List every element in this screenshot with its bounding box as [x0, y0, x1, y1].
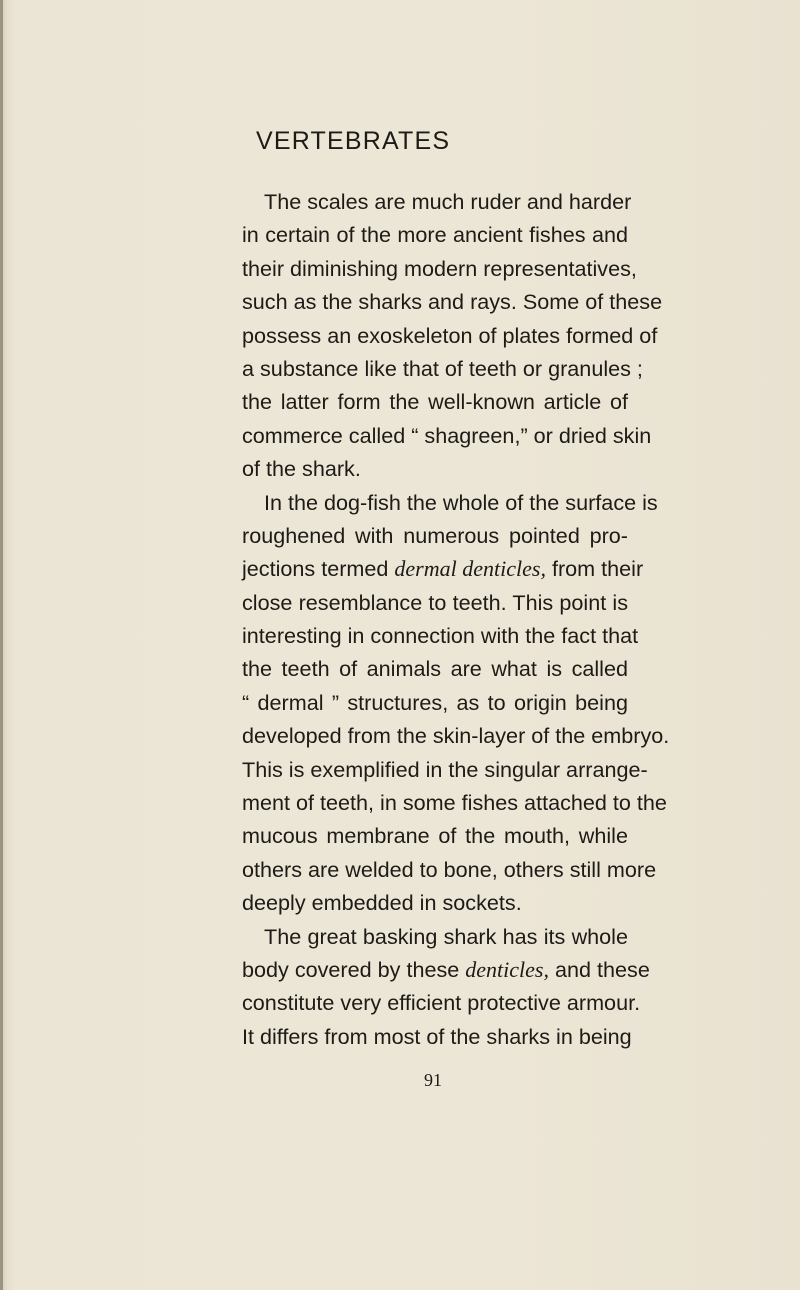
text-run: mucous membrane of the mouth, while: [242, 823, 628, 849]
text-run: It differs from most of the sharks in being: [242, 1023, 632, 1049]
text-run: developed from the skin-layer of the embryo.: [242, 723, 670, 749]
text-run: from their: [545, 556, 644, 582]
body-text: [242, 185, 670, 1053]
text-line: [242, 853, 657, 886]
page-gutter-edge: [0, 0, 3, 1290]
text-run: others are welded to bone, others still more: [242, 856, 657, 882]
text-run: jections termed: [242, 556, 395, 582]
text-line: [242, 519, 628, 552]
text-line: [242, 486, 658, 519]
paragraph: [242, 185, 663, 486]
text-run: roughened with numerous pointed pro-: [242, 522, 628, 548]
text-line: [242, 886, 628, 919]
text-run: commerce called “ shagreen,” or dried skin: [242, 422, 652, 448]
text-run: body covered by these: [242, 956, 466, 982]
text-line: [242, 185, 632, 218]
text-run: The scales are much ruder and harder: [264, 189, 632, 214]
text-line: [242, 753, 648, 786]
text-line: [242, 319, 658, 352]
text-run: The great basking shark has its whole: [264, 923, 628, 949]
text-run: ment of teeth, in some fishes attached to the: [242, 790, 667, 816]
text-line: [242, 385, 628, 418]
text-run: deeply embedded in sockets.: [242, 890, 522, 916]
italic-term: denticles,: [465, 956, 549, 982]
paragraph: [242, 920, 650, 1054]
text-run: possess an exoskeleton of plates formed of: [242, 322, 658, 348]
page-number: 91: [424, 1070, 442, 1090]
text-run: This is exemplified in the singular arrange-: [242, 756, 648, 782]
text-run: close resemblance to teeth. This point is: [242, 589, 628, 615]
text-run: “ dermal ” structures, as to origin being: [242, 689, 628, 715]
text-line: [242, 619, 639, 652]
text-line: [242, 652, 628, 685]
text-run: their diminishing modern representatives,: [242, 255, 637, 281]
text-run: and these: [548, 956, 650, 982]
text-line: [242, 1020, 632, 1053]
text-line: [242, 953, 650, 986]
text-line: [242, 920, 628, 953]
paragraph: [242, 486, 670, 920]
text-line: [242, 686, 628, 719]
text-line: [242, 285, 663, 318]
text-run: of the shark.: [242, 456, 361, 482]
text-line: [242, 452, 628, 485]
text-line: [242, 986, 641, 1019]
italic-term: dermal denticles,: [394, 556, 546, 582]
text-run: such as the sharks and rays. Some of these: [242, 289, 663, 315]
text-line: [242, 252, 637, 285]
text-line: [242, 819, 628, 852]
text-line: [242, 719, 670, 752]
text-run: a substance like that of teeth or granules ;: [242, 355, 643, 381]
text-run: In the dog-fish the whole of the surface is: [264, 489, 658, 515]
text-line: [242, 352, 643, 385]
text-line: [242, 786, 667, 819]
text-run: in certain of the more ancient fishes and: [242, 222, 628, 248]
text-line: [242, 586, 628, 619]
text-run: the latter form the well-known article of: [242, 389, 628, 415]
text-run: the teeth of animals are what is called: [242, 656, 628, 682]
text-run: constitute very efficient protective armour.: [242, 990, 641, 1016]
text-line: [242, 419, 652, 452]
text-line: [242, 218, 628, 251]
running-head: VERTEBRATES: [256, 127, 451, 155]
text-line: [242, 552, 644, 585]
text-run: interesting in connection with the fact that: [242, 623, 639, 649]
